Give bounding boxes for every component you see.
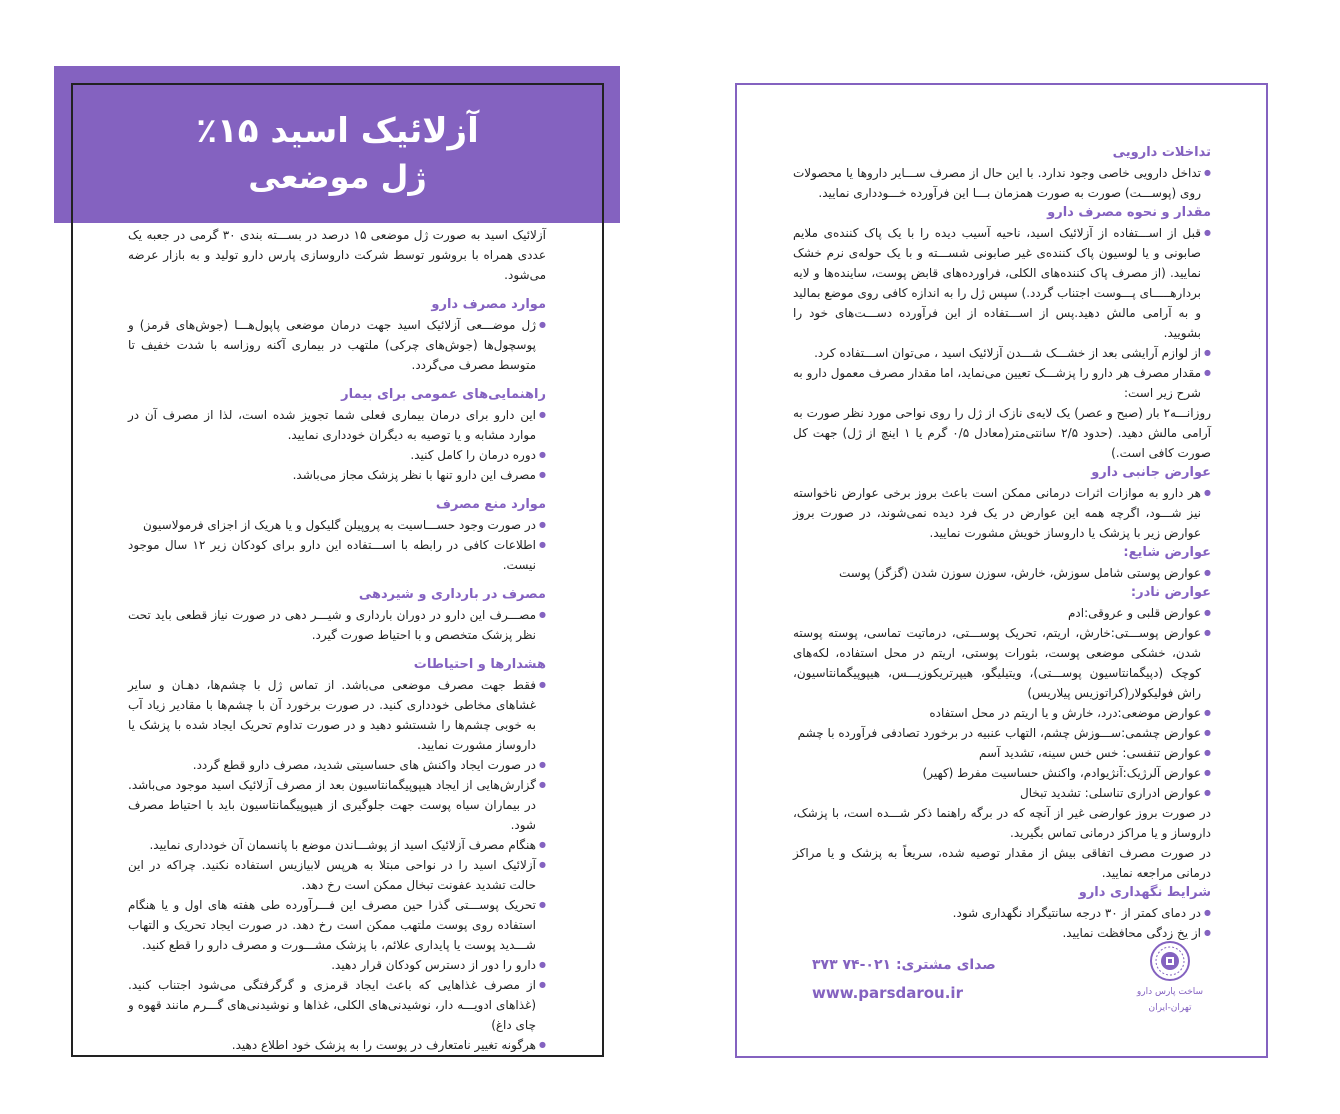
section-heading: هشدارها و احتیاطات (413, 657, 546, 672)
list-item: ● دارو را دور از دسترس کودکان قرار دهید. (128, 955, 546, 975)
section-heading: مقدار و نحوه مصرف دارو (1047, 205, 1211, 220)
phone-label: صدای مشتری: (895, 957, 996, 973)
list-item: ● اطلاعات کافی در رابطه با اســـتفاده این دارو برای کودکان زیر ۱۲ سال موجود نیست. (128, 535, 546, 575)
contact-info (812, 954, 996, 1004)
list-item: ● از یخ زدگی محافظت نمایید. (793, 923, 1211, 943)
list-item: ● مصرف این دارو تنها با نظر پزشک مجاز می‌باشد. (128, 465, 546, 485)
section-storage (793, 883, 1211, 943)
section-heading: موارد منع مصرف (435, 497, 546, 512)
section-pregnancy (128, 585, 546, 645)
maker-line-1: ساخت پارس دارو (1136, 987, 1204, 997)
list-item: ● هر دارو به موازات اثرات درمانی ممکن است باعث بروز برخی عوارض ناخواسته نیز شـــود، اگرچه همه این عوارض در یک فرد دیده نمی‌شوند، در صورت بروز عوارض زیر با پزشک یا داروساز خویش مشورت نمایید. (793, 483, 1211, 543)
list-item: ● در صورت وجود حســـاسیت به پروپیلن گلیکول و یا هریک از اجزای فرمولاسیون (128, 515, 546, 535)
list-item: ● گزارش‌هایی از ایجاد هیپوپیگمانتاسیون بعد از مصرف آزلائیک اسید موجود می‌باشد. در بیماران سیاه پوست جهت جلوگیری از هیپوپیگمانتاسیون باید با احتیاط مصرف شود. (128, 775, 546, 835)
right-content (793, 143, 1211, 940)
list-item: ● عوارض تنفسی: خس خس سینه، تشدید آسم (793, 743, 1211, 763)
overdose-note: در صورت مصرف اتفاقی بیش از مقدار توصیه شده، سریعاً به پزشک و یا مراکز درمانی مراجعه نمایید. (793, 846, 1211, 880)
section-general-guidance (128, 385, 546, 485)
list-item: ● از مصرف غذاهایی که باعث ایجاد قرمزی و گرگرفتگی می‌شود اجتناب کنید. (غذاهای ادویـــه دار، نوشیدنی‌های الکلی، غذاها و نوشیدنی‌های گـــرم مانند قهوه و چای داغ) (128, 975, 546, 1035)
dosage-note: روزانـــه۲ بار (صبح و عصر) یک لایه‌ی نازک از ژل را روی نواحی مورد نظر صورت به آرامی مالش دهید. (حدود ۲/۵ سانتی‌متر(معادل ۰/۵ گرم یا ۱ اینچ از ژل) جهت کل صورت کافی است.) (793, 406, 1211, 460)
section-indications (128, 295, 546, 375)
list-item: ● قبل از اســـتفاده از آزلائیک اسید، ناحیه آسیب دیده را با یک پاک کننده‌ی ملایم صابونی و یا لوسیون پاک کننده‌ی غیر صابونی شســـته و با یک حوله‌ی نرم خشک نمایید. (از مصرف پاک کننده‌های الکلی، فراورده‌های قابض پوست، ساینده‌ها و لایه بردارهـــــای پـــوست اجتناب گردد.) سپس ژل را به اندازه کافی روی موضع بمالید و به آرامی مالش دهید.پس از اســـتفاده از این فرآورده دســـت‌های خود را بشویید. (793, 223, 1211, 343)
list-item: ● آزلائیک اسید را در نواحی مبتلا به هرپس لابیازیس استفاده نکنید. چراکه در این حالت تشدید عفونت تبخال ممکن است رخ دهد. (128, 855, 546, 895)
section-side-effects (793, 463, 1211, 543)
list-item: ● از لوازم آرایشی بعد از خشـــک شـــدن آزلائیک اسید ، می‌توان اســـتفاده کرد. (793, 343, 1211, 363)
section-common-effects (793, 543, 1211, 583)
list-item: ● دوره درمان را کامل کنید. (128, 445, 546, 465)
section-heading: موارد مصرف دارو (431, 297, 546, 312)
footer (800, 940, 1210, 1020)
section-dosage (793, 203, 1211, 463)
section-warnings (128, 655, 546, 1055)
list-item: ● در دمای کمتر از ۳۰ درجه سانتیگراد نگهداری شود. (793, 903, 1211, 923)
list-item: ● عوارض آلرژیک:آنژیوادم، واکنش حساسیت مفرط (کهیر) (793, 763, 1211, 783)
list-item: ● تداخل دارویی خاصی وجود ندارد. با این حال از مصرف ســـایر داروها یا محصولات روی (پوســـت) صورت به صورت همزمان بـــا این فرآورده خـــودداری نمایید. (793, 163, 1211, 203)
section-heading: عوارض شایع: (1123, 545, 1211, 560)
list-item: ● عوارض پوستی شامل سوزش، خارش، سوزن سوزن شدن (گزگز) پوست (793, 563, 1211, 583)
left-content (128, 225, 547, 1052)
list-item: ● عوارض ادراری تناسلی: تشدید تبخال (793, 783, 1211, 803)
list-item: ● ژل موضـــعی آزلائیک اسید جهت درمان موضعی پاپول‌هـــا (جوش‌های قرمز) و پوسچول‌ها (جوش‌های چرکی) ملتهب در بیماری آکنه روزاسه با شدت خفیف تا متوسط مصرف می‌گردد. (128, 315, 546, 375)
section-heading: عوارض نادر: (1130, 585, 1211, 600)
website-link[interactable]: www.parsdarou.ir (812, 984, 963, 1002)
list-item: ● این دارو برای درمان بیماری فعلی شما تجویز شده است، لذا از مصرف آن در موارد مشابه و یا توصیه به دیگران خودداری نمایید. (128, 405, 546, 445)
maker-line-2: تهران-ایران (1148, 1003, 1192, 1013)
list-item: ● فقط جهت مصرف موضعی می‌باشد. از تماس ژل با چشم‌ها، دهـان و سایر غشاهای مخاطی خودداری کنید. در صورت برخورد آن با چشم‌ها با مقادیر زیاد آب به خوبی چشم‌ها را شستشو دهید و در صورت تداوم تحریک ایجاد شده با پزشک یا داروساز مشورت نمایید. (128, 675, 546, 755)
list-item: ● در صورت ایجاد واکنش های حساسیتی شدید، مصرف دارو قطع گردد. (128, 755, 546, 775)
list-item: ● تحریک پوســـتی گذرا حین مصرف این فـــرآورده طی هفته های اول و یا هنگام استفاده روی پوست ملتهب ممکن است رخ دهد. در صورت ایجاد تحریک و التهاب شـــدید پوست یا پایداری علائم، با پزشک مشـــورت و مصرف دارو را قطع کنید. (128, 895, 546, 955)
list-item: ● عوارض موضعی:درد، خارش و یا اریتم در محل استفاده (793, 703, 1211, 723)
section-contraindications (128, 495, 546, 575)
drug-name-title: آزلائیک اسید ۱۵٪ (196, 111, 479, 151)
list-item: ● هرگونه تغییر نامتعارف در پوست را به پزشک خود اطلاع دهید. (128, 1035, 546, 1055)
section-heading: راهنمایی‌های عمومی برای بیمار (341, 387, 546, 402)
phone-row (812, 954, 996, 976)
section-interactions (793, 143, 1211, 203)
side-effects-note: در صورت بروز عوارضی غیر از آنچه که در برگه راهنما ذکر شـــده است، با پزشک، داروساز و یا مراکز درمانی تماس بگیرید. (793, 806, 1211, 840)
section-heading: مصرف در بارداری و شیردهی (358, 587, 546, 602)
list-item: ● عوارض قلبی و عروقی:ادم (793, 603, 1211, 623)
list-item: ● مصـــرف این دارو در دوران بارداری و شیـــر دهی در صورت نیاز قطعی باید تحت نظر پزشک متخصص و با احتیاط صورت گیرد. (128, 605, 546, 645)
drug-form-title: ژل موضعی (248, 158, 427, 196)
section-rare-effects (793, 583, 1211, 883)
section-heading: شرایط نگهداری دارو (1078, 885, 1211, 900)
list-item: ● مقدار مصرف هر دارو را پزشـــک تعیین می‌نماید، اما مقدار مصرف معمول دارو به شرح زیر است: (793, 363, 1211, 403)
list-item: ● عوارض چشمی:ســـوزش چشم، التهاب عنبیه در برخورد تصادفی فرآورده با چشم (793, 723, 1211, 743)
title-frame (71, 83, 604, 223)
intro-text: آزلائیک اسید به صورت ژل موضعی ۱۵ درصد در بســـته بندی ۳۰ گرمی در جعبه یک عددی همراه با بروشور توسط شرکت داروسازی پارس دارو تولید و به بازار عرضه می‌شود. (128, 228, 547, 282)
section-heading: تداخلات دارویی (1112, 145, 1211, 160)
section-heading: عوارض جانبی دارو (1091, 465, 1211, 480)
list-item: ● عوارض پوســـتی:خارش، اریتم، تحریک پوســـتی، درماتیت تماسی، پوسته پوسته شدن، خشکی موضعی پوست، بثورات پوستی، اریتم در محل استفاده، لکه‌های کوچک (دپیگمانتاسیون پوســـتی)، ویتیلیگو، هیپرتریکوزیـــس، هیپوپیگمانتاسیون، راش فولیکولار(کراتوزیس پیلاریس) (793, 623, 1211, 703)
title-banner (54, 66, 620, 223)
list-item: ● هنگام مصرف آزلائیک اسید از پوشـــاندن موضع با پانسمان آن خودداری نمایید. (128, 835, 546, 855)
company-logo (1130, 940, 1210, 1014)
pars-darou-logo-icon (1149, 940, 1191, 982)
phone-number: ۰۲۱-۷۴ ۳۷۳ (812, 957, 892, 973)
